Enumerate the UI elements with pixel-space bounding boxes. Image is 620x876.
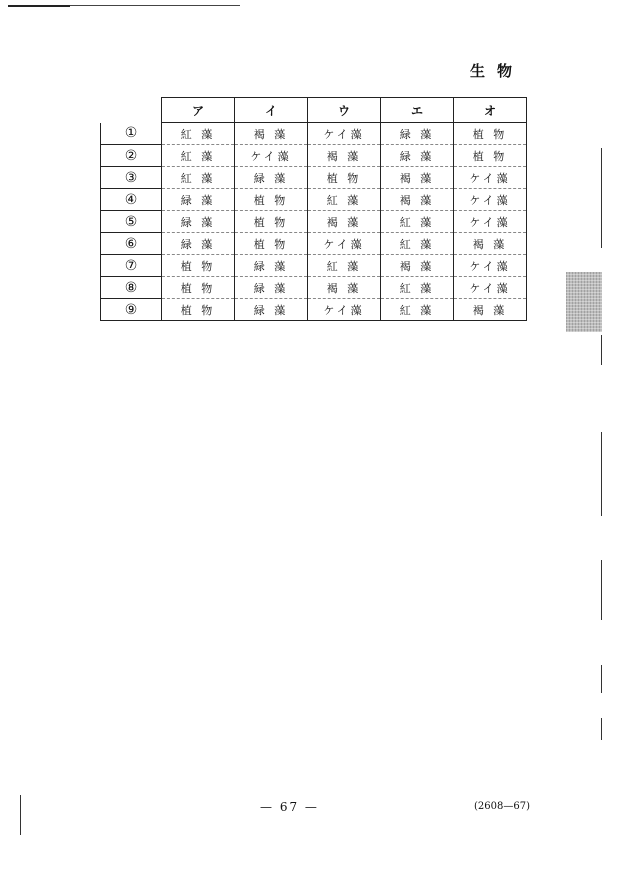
- table-cell: 植 物: [162, 277, 235, 299]
- page-number: — 67 —: [260, 800, 319, 814]
- choice-number: ②: [101, 145, 162, 167]
- table-row: [101, 189, 527, 211]
- table-cell: 植 物: [235, 211, 308, 233]
- table-cell: 緑 藻: [235, 167, 308, 189]
- top-rule: [8, 5, 70, 7]
- choice-number: ④: [101, 189, 162, 211]
- table-row: [101, 255, 527, 277]
- table-cell: 緑 藻: [381, 123, 454, 145]
- column-header: オ: [454, 98, 527, 123]
- column-header: ウ: [308, 98, 381, 123]
- table-cell: 緑 藻: [381, 145, 454, 167]
- margin-line: [601, 335, 602, 365]
- choice-number: ⑨: [101, 299, 162, 321]
- table-cell: ケイ藻: [454, 167, 527, 189]
- table-cell: 紅 藻: [381, 277, 454, 299]
- table-cell: 紅 藻: [381, 211, 454, 233]
- table-cell: 紅 藻: [381, 233, 454, 255]
- choice-number: ⑧: [101, 277, 162, 299]
- table-cell: 植 物: [308, 167, 381, 189]
- table-cell: ケイ藻: [308, 299, 381, 321]
- table-cell: 紅 藻: [162, 145, 235, 167]
- table-row: [101, 123, 527, 145]
- choice-number: ①: [101, 123, 162, 145]
- choice-number: ③: [101, 167, 162, 189]
- table-cell: 紅 藻: [162, 167, 235, 189]
- table-header-row: [101, 98, 527, 123]
- table-cell: 褐 藻: [308, 211, 381, 233]
- table-cell: 緑 藻: [235, 277, 308, 299]
- margin-line: [601, 665, 602, 693]
- table-row: [101, 233, 527, 255]
- table-cell: 緑 藻: [235, 299, 308, 321]
- choice-number: ⑤: [101, 211, 162, 233]
- table-cell: 緑 藻: [162, 233, 235, 255]
- table-cell: ケイ藻: [454, 255, 527, 277]
- column-header: イ: [235, 98, 308, 123]
- table-row: [101, 167, 527, 189]
- table-cell: 褐 藻: [235, 123, 308, 145]
- table-row: [101, 211, 527, 233]
- table-body: [101, 123, 527, 321]
- table-cell: ケイ藻: [454, 189, 527, 211]
- answer-choice-table: [100, 97, 527, 321]
- margin-line: [601, 560, 602, 620]
- subject-title: 生物: [470, 62, 525, 80]
- choice-number: ⑦: [101, 255, 162, 277]
- table-cell: 紅 藻: [308, 189, 381, 211]
- table-cell: 褐 藻: [308, 277, 381, 299]
- margin-line-left: [20, 795, 21, 835]
- section-tab-marker: [566, 272, 602, 332]
- column-header: ア: [162, 98, 235, 123]
- table-cell: ケイ藻: [454, 211, 527, 233]
- column-header: エ: [381, 98, 454, 123]
- table-cell: ケイ藻: [308, 233, 381, 255]
- table-cell: 褐 藻: [454, 233, 527, 255]
- table-cell: 植 物: [235, 189, 308, 211]
- table-cell: 植 物: [162, 255, 235, 277]
- table-cell: 植 物: [454, 145, 527, 167]
- table-cell: ケイ藻: [235, 145, 308, 167]
- table-cell: 植 物: [162, 299, 235, 321]
- margin-line: [601, 148, 602, 248]
- table-cell: 褐 藻: [454, 299, 527, 321]
- margin-line: [601, 718, 602, 740]
- table-cell: 紅 藻: [381, 299, 454, 321]
- table-corner: [101, 98, 162, 123]
- table-cell: 緑 藻: [162, 189, 235, 211]
- document-code: (2608—67): [474, 801, 530, 812]
- top-rule-thin: [70, 5, 240, 6]
- table-cell: 緑 藻: [235, 255, 308, 277]
- table-cell: ケイ藻: [308, 123, 381, 145]
- table-cell: 緑 藻: [162, 211, 235, 233]
- table-cell: 褐 藻: [381, 189, 454, 211]
- table-row: [101, 299, 527, 321]
- table-cell: 褐 藻: [308, 145, 381, 167]
- table-cell: 植 物: [235, 233, 308, 255]
- table-cell: 褐 藻: [381, 167, 454, 189]
- choice-number: ⑥: [101, 233, 162, 255]
- table-cell: 紅 藻: [162, 123, 235, 145]
- table-cell: ケイ藻: [454, 277, 527, 299]
- table-row: [101, 145, 527, 167]
- table-cell: 紅 藻: [308, 255, 381, 277]
- table-cell: 褐 藻: [381, 255, 454, 277]
- margin-line: [601, 432, 602, 516]
- table-row: [101, 277, 527, 299]
- table-cell: 植 物: [454, 123, 527, 145]
